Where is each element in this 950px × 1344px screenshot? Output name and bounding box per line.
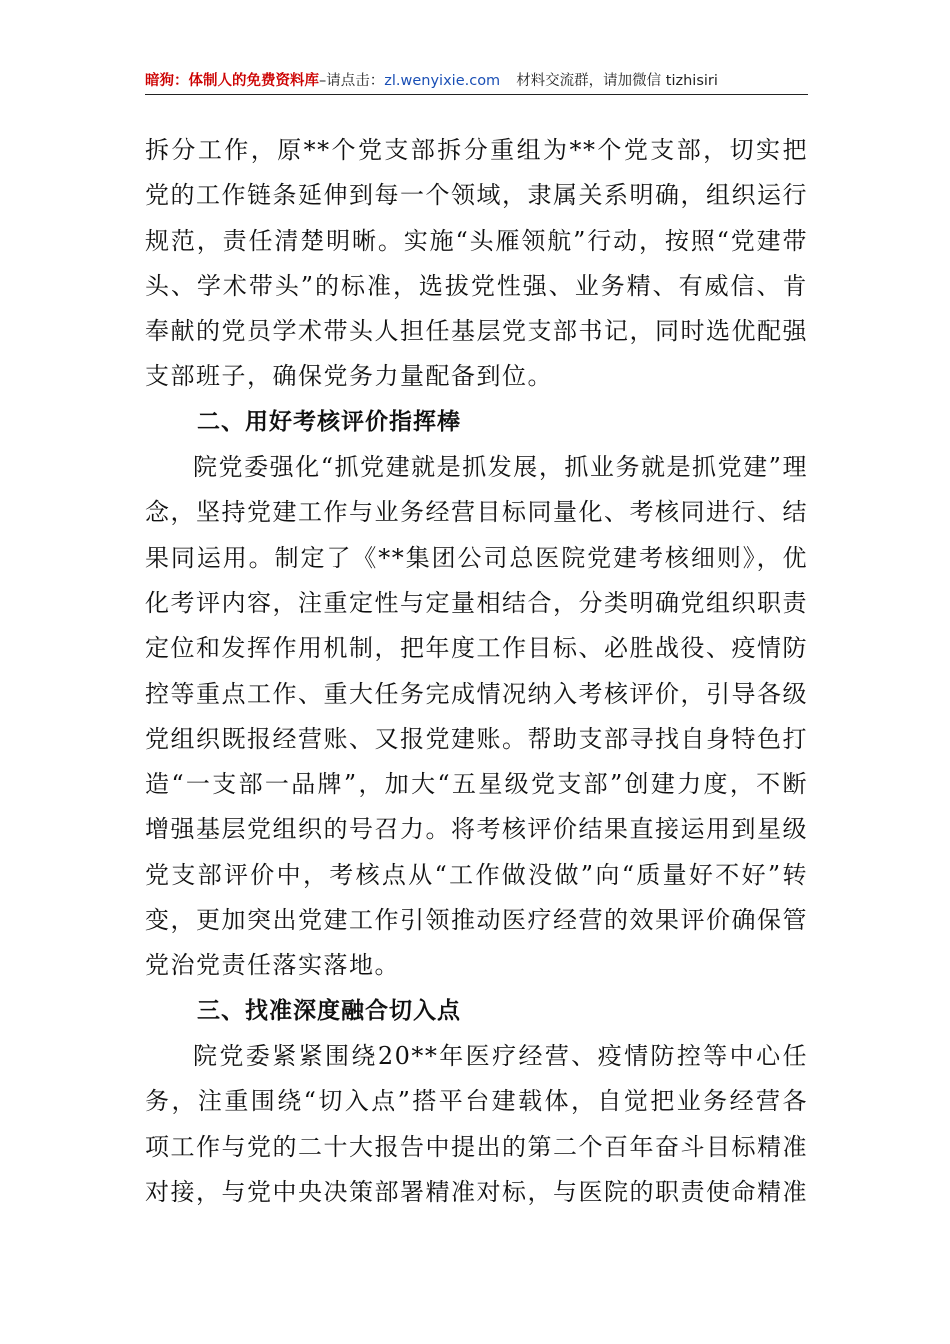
page-header xyxy=(145,68,808,95)
header-prompt: –请点击： xyxy=(319,73,385,89)
paragraph-continuation: 拆分工作，原**个党支部拆分重组为**个党支部，切实把党的工作链条延伸到每一个领域，隶属关系明确，组织运行规范，责任清楚明晰。实施“头雁领航”行动，按照“党建带头、学术带头”的标准，选拔党性强、业务精、有威信、肯奉献的党员学术带头人担任基层党支部书记，同时选优配强支部班子，确保党务力量配备到位。 xyxy=(145,136,808,391)
paragraph-section-2: 院党委强化“抓党建就是抓发展，抓业务就是抓党建”理念，坚持党建工作与业务经营目标同量化、考核同进行、结果同运用。制定了《**集团公司总医院党建考核细则》，优化考评内容，注重定性与定量相结合，分类明确党组织职责定位和发挥作用机制，把年度工作目标、必胜战役、疫情防控等重点工作、重大任务完成情况纳入考核评价，引导各级党组织既报经营账、又报党建账。帮助支部寻找自身特色打造“一支部一品牌”，加大“五星级党支部”创建力度，不断增强基层党组织的号召力。将考核评价结果直接运用到星级党支部评价中，考核点从“工作做没做”向“质量好不好”转变，更加突出党建工作引领推动医疗经营的效果评价确保管党治党责任落实落地。 xyxy=(145,453,808,980)
document-body xyxy=(145,128,808,1215)
section-heading-3: 三、找准深度融合切入点 xyxy=(197,997,461,1024)
header-link[interactable]: zl.wenyixie.com xyxy=(384,73,501,89)
section-heading-2: 二、用好考核评价指挥棒 xyxy=(197,408,461,435)
paragraph-section-3: 院党委紧紧围绕20**年医疗经营、疫情防控等中心任务，注重围绕“切入点”搭平台建载体，自觉把业务经营各项工作与党的二十大报告中提出的第二个百年奋斗目标精准对接，与党中央决策部署精准对标，与医院的职责使命精准 xyxy=(145,1041,808,1206)
header-wechat-note: 材料交流群，请加微信 tizhisiri xyxy=(516,73,718,89)
header-brand: 暗狗：体制人的免费资料库 xyxy=(145,73,319,89)
